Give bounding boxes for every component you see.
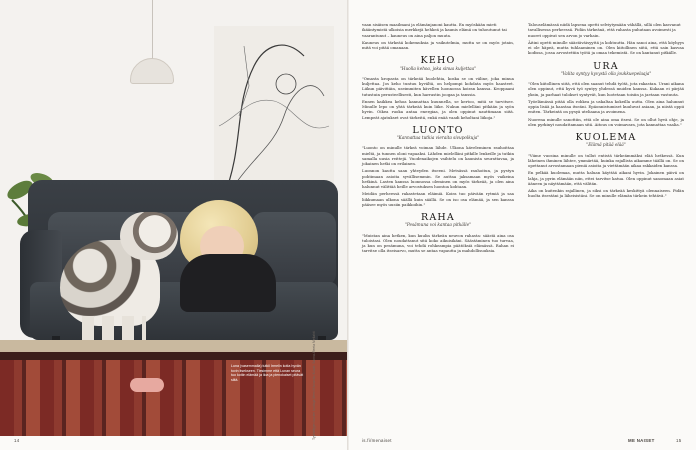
body-paragraph: Ennen kaikkea kehoa kannattaa kuunnella, se kertoo, mitä se tarvitsee. Minulle lepo on yhtä tärkeää kuin liike. Nukun mielelläni pitkään ja syön hyvin. Oikea ruoka antaa energiaa, ja olen oppinut nauttimaan siitä. Lempeät ajatukset ovat tärkeitä, enkä enää vaadi keholtani liikoja." xyxy=(362,98,514,120)
lamp-cord xyxy=(152,0,153,60)
footer-site: is.fi/menaiset xyxy=(362,438,392,443)
rug-border xyxy=(0,352,347,360)
dog-toy xyxy=(130,378,164,392)
intro-paragraph: vaan sisäisen maailmani ja elämänjanoni kautta. En myöskään mieti ikääntymistä ulkoisia merkkejä hehkeä ja kaunis elämä on tuhoutunut tai vaarantunut – kauneus on aina paljon muuta. xyxy=(362,22,507,38)
feature-photo xyxy=(0,0,347,436)
page-number-right: 15 xyxy=(676,438,682,443)
photo-credit: Tyyliteltyjen kuvien tuottaja Mervi Kiviranta; Kuvat: Sanna-Reeta Meilahti xyxy=(312,331,316,440)
section-heading-raha: RAHA xyxy=(421,212,455,223)
text-column-1 xyxy=(362,22,514,256)
section-kicker: "Pesämuna voi kantaa pitkälle" xyxy=(405,222,471,228)
section-heading-ura: URA xyxy=(593,60,619,72)
section-heading-luonto: LUONTO xyxy=(412,124,464,136)
photo-caption: Luna (vasemmalla) tutkii Irmelin kotia hyvän tovin itsekseen. Tiesimme että Lunan seura tuo kotiin elämää ja iloa ja pienokaiset pitävät siitä. xyxy=(231,364,304,382)
body-paragraph: "Viime vuosina minulle on tullut entistä tärkeämmäksi elää hetkessä. Kun läheinen ihminen lähtee, ymmärtää, kuinka rajallista aikamme täällä on. Se on opettanut arvostamaan pieniä asioita ja viettämään aikaa rakkaiden kanssa. xyxy=(528,152,684,168)
section-heading-keho: KEHO xyxy=(420,55,456,67)
section-kicker: "Huolla kehoa, joka sinua kuljettaa" xyxy=(399,65,477,71)
body-paragraph: Aika on kuitenkin rajallinen, ja siksi on tärkeää keskittyä olennaiseen. Pidän huolta itsestäni ja läheisistäni. Se on minulle elämän tärkein tehtävä." xyxy=(528,188,684,199)
intro-paragraph: Kauneus on tärkeää kokemuksia ja vaikutelmia, mutta se on myös jotain, mitä voi pitää omanaan. xyxy=(362,39,514,50)
section-kicker: "Kannattaa tutkia vieraita sivupolkuja" xyxy=(396,135,480,140)
text-column-2 xyxy=(528,22,684,201)
page-number-left: 14 xyxy=(14,438,20,443)
section-kicker: "Valita syntyy kyvystä olla joukkuepelaaja" xyxy=(560,70,652,76)
pendant-lamp xyxy=(130,58,174,84)
body-paragraph: "Olen kiitollinen siitä, että olen saanut tehdä työtä, jota rakastan. Urani aikana olen oppinut, että hyvä työ syntyy yhdessä muiden kanssa. Kukaan ei pärjää yksin, ja parhaat tulokset syntyvät, kun luotetaan toisiin ja jaetaan vastuuta. xyxy=(528,81,684,97)
section-heading-kuolema: KUOLEMA xyxy=(575,132,637,143)
body-paragraph: Meidän perheessä rakastetaan eläimiä. Koira tuo päivään rytmiä ja saa liikkumaan ulkona säällä kuin säällä. Se on iso osa elämää, ja sen kanssa pääsee myös uusiin paikkoihin." xyxy=(362,191,514,207)
body-paragraph: En pelkää kuolemaa, mutta haluan käyttää aikani hyvin. Jokainen päivä on lahja, ja pyrin elämään niin, ettei tarvitse katua. Olen oppinut sanomaan asiat ääneen ja näyttämään, että välitän. xyxy=(528,170,684,186)
body-paragraph: Työelämässä pitää olla rohkea ja uskaltaa kokeilla uutta. Olen aina halunnut oppia lisää ja haastaa itseäni. Epäonnistumiset kuuluvat asiaan, ja niistä oppii eniten. Tärkeintä on pysyä uteliaana ja avoimena. xyxy=(528,98,684,115)
footer-magazine: ME NAISET xyxy=(628,438,655,443)
body-paragraph: Nuorena minulle sanottiin, että ole aina oma itsesi. Se on ollut hyvä ohje, ja olen pyrkinyt noudattamaan sitä. Aitous on voimavara, jota kannattaa vaalia." xyxy=(528,116,684,127)
section-kicker: "Elämä pitää elää" xyxy=(586,142,626,148)
body-paragraph: "Luonto on minulle tärkeä voiman lähde. Ulkona käveleminen rauhoittaa mieltä, ja tunnen oloni vapaaksi. Lähden mielelläni pitkille lenkeille ja tutkin samalla uusia reittejä. Vuodenaikojen vaihtelu on kaunista seurattavaa, ja jokainen hetki on erilainen. xyxy=(362,145,514,166)
body-paragraph: "Omasta kropasta on tärkeää huolehtia, koska se on väline, joka minua kuljettaa. Jos keho tuntuu hyvältä, on helpompi kohdata myös haasteet. Liikun päivittäin, useimmiten kävellen luonnossa koiran kanssa. Kroppaani tutustuin perusteellisesti, kun harrastin joogaa ja tanssia. xyxy=(362,75,514,97)
body-paragraph: Luonnon kautta saan yhteyden itseeni. Metsässä rauhoitun, ja pystyn pohtimaan asioita syvällisemmin. Se auttaa jaksamaan myös vaikeina hetkinä. Lasten kanssa luonnossa oleminen on myös tärkeää, ja olen aina halunnut välittää heille arvostuksen luontoa kohtaan. xyxy=(362,168,514,189)
dog-head xyxy=(120,212,178,260)
body-paragraph: "Muistan aina hetken, kun kuulin tärkeän neuvon rahasta: säästä aina osa tuloistasi. Olen noudattanut sitä koko aikuisikäni. Säästäminen tuo turvaa, ja kun on pesämuna, voi tehdä rohkeampia päätöksiä elämässä. Rahan ei tarvitse olla itseisarvo, mutta se antaa vapautta ja mahdollisuuksia. xyxy=(362,232,514,254)
intro-paragraph: Äitini opetti minulle säästäväisyyttä ja kohtuutta. Hän sanoi aina, että köyhyys ei ole häpeä, mutta tuhlaaminen on. Olen kiitollinen siitä, että sain kasvaa kodissa, jossa arvostettiin työtä ja omaa tekemistä. Se on kantanut pitkälle. xyxy=(528,39,684,56)
page-gutter xyxy=(347,0,349,450)
woman-body xyxy=(180,254,276,312)
intro-paragraph: Talouselämässä niidä lapsena opetti selviytymään vähällä, sillä olen kasvanut tavallisessa perheessä. Pidän tärkeänä, että rahasta puhutaan avoimesti ja nuoret oppivat sen arvon jo varhain. xyxy=(528,22,681,38)
